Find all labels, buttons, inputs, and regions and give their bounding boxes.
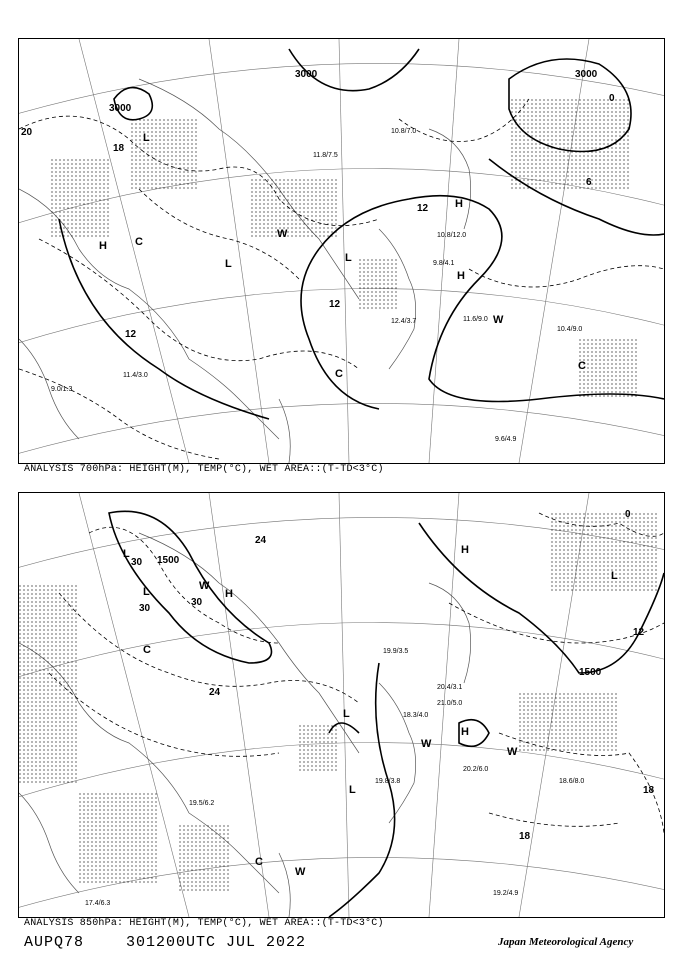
center-symbol: W (493, 314, 504, 326)
station-plot: 11.4/3.0 (123, 372, 148, 379)
center-symbol: H (225, 588, 233, 600)
temp-label: 24 (255, 535, 267, 546)
center-symbol: L (123, 548, 130, 560)
temp-label: 12 (633, 627, 645, 638)
station-plot: 9.8/4.1 (433, 260, 455, 267)
center-symbol: H (461, 726, 469, 738)
station-plot: 9.0/1.3 (51, 386, 73, 393)
station-plots (85, 648, 584, 907)
center-symbol: H (461, 544, 469, 556)
coastlines (19, 79, 471, 463)
station-plot: 19.5/6.2 (189, 800, 215, 807)
valid-time: 301200UTC JUL 2022 (126, 934, 307, 951)
station-plot: 11.6/9.0 (463, 316, 488, 323)
center-symbol: W (421, 738, 432, 750)
center-symbol: C (578, 360, 586, 372)
wet-area-stipple (19, 513, 659, 893)
station-plot: 18.6/8.0 (559, 778, 585, 785)
temp-label: 0 (625, 509, 631, 520)
station-plot: 18.3/4.0 (403, 712, 429, 719)
map-700hpa-svg (19, 39, 664, 463)
height-label: 1500 (579, 667, 602, 678)
temp-label: 24 (209, 687, 221, 698)
station-plot: 10.8/7.0 (391, 128, 417, 135)
temp-label: 12 (125, 329, 137, 340)
station-plot: 10.4/9.0 (557, 326, 583, 333)
station-plot: 12.4/3.7 (391, 318, 417, 325)
station-plot: 17.4/6.3 (85, 900, 111, 907)
center-symbol: C (335, 368, 343, 380)
center-symbol: L (143, 586, 150, 598)
center-symbol: L (349, 784, 356, 796)
station-plot: 9.6/4.9 (495, 436, 517, 443)
center-symbol: W (277, 228, 288, 240)
station-plot: 20.4/3.1 (437, 684, 463, 691)
map-panel-850hpa (18, 492, 665, 918)
map-panel-700hpa (18, 38, 665, 464)
center-symbol: H (99, 240, 107, 252)
center-symbol: L (225, 258, 232, 270)
station-plot: 19.8/3.8 (375, 778, 401, 785)
station-plot: 10.8/12.0 (437, 232, 467, 239)
height-label: 1500 (157, 555, 180, 566)
station-plot: 20.2/6.0 (463, 766, 489, 773)
temp-label: 12 (417, 203, 429, 214)
temp-label: 18 (519, 831, 531, 842)
height-label: 3000 (295, 69, 318, 80)
center-symbol: L (343, 708, 350, 720)
temp-label: 18 (643, 785, 655, 796)
temp-label: 0 (609, 93, 615, 104)
center-symbol: H (455, 198, 463, 210)
height-label: 3000 (109, 103, 132, 114)
station-plot: 21.0/5.0 (437, 700, 463, 707)
panel-caption-850hpa: ANALYSIS 850hPa: HEIGHT(M), TEMP(°C), WET AREA::(T-TD<3°C) (24, 918, 384, 929)
center-symbol: C (255, 856, 263, 868)
center-symbol: W (199, 580, 210, 592)
temp-label: 6 (586, 177, 592, 188)
temp-label: 30 (139, 603, 151, 614)
temp-label: 12 (329, 299, 341, 310)
center-symbol: C (143, 644, 151, 656)
center-symbol: W (507, 746, 518, 758)
station-plot: 19.2/4.9 (493, 890, 519, 897)
center-symbol: L (345, 252, 352, 264)
temp-label: 30 (131, 557, 143, 568)
center-symbol: L (143, 132, 150, 144)
center-symbol: C (135, 236, 143, 248)
panel-caption-700hpa: ANALYSIS 700hPa: HEIGHT(M), TEMP(°C), WET AREA::(T-TD<3°C) (24, 464, 384, 475)
station-plot: 11.8/7.5 (313, 152, 338, 159)
center-symbol: L (611, 570, 618, 582)
height-labels (157, 555, 602, 678)
temp-label: 30 (191, 597, 203, 608)
map-850hpa-svg (19, 493, 664, 917)
center-symbol: W (295, 866, 306, 878)
chart-id: AUPQ78 (24, 934, 85, 951)
temp-label: 18 (113, 143, 125, 154)
height-label: 3000 (575, 69, 598, 80)
center-symbol: H (457, 270, 465, 282)
station-plot: 19.9/3.5 (383, 648, 409, 655)
temp-label: 20 (21, 127, 33, 138)
agency-name: Japan Meteorological Agency (498, 936, 634, 948)
